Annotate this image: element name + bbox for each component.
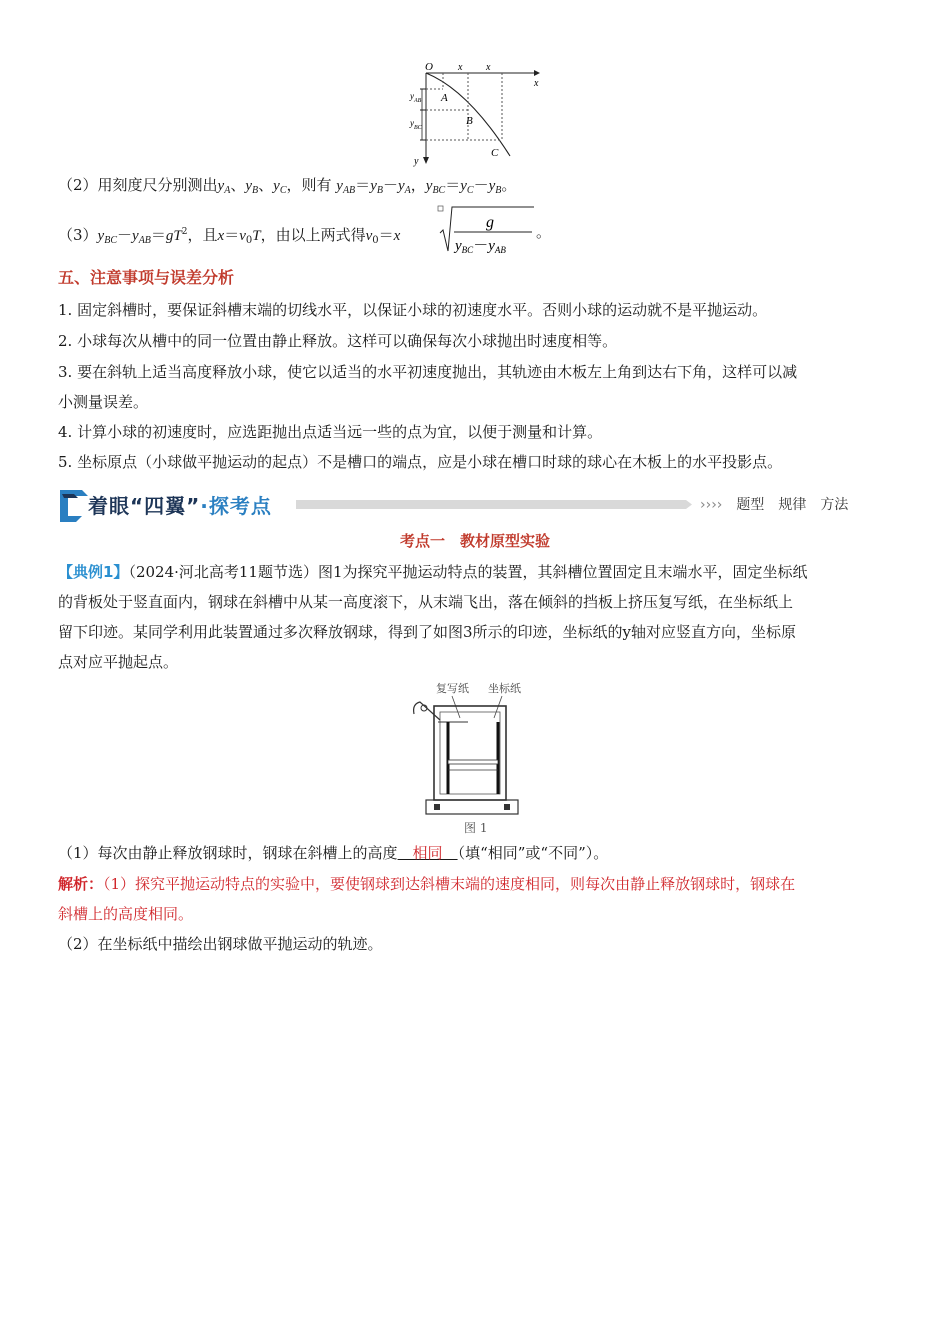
example-label: 【典例1】 — [58, 563, 129, 581]
jiexi-label: 解析： — [58, 875, 104, 893]
question-1-answer: 相同 — [397, 844, 458, 862]
apparatus-figure — [410, 680, 540, 820]
step-2-line: （2）用刻度尺分别测出$y_A$、$y_B$、$y_C$，则有 $y_{AB}=y_B-y_A$，$y_{BC}=y_C-y_B$。 — [58, 176, 517, 196]
graph-x-interval-1: x — [458, 62, 463, 73]
section-5-title: 五、注意事项与误差分析 — [58, 268, 235, 287]
graph-point-b: B — [466, 115, 473, 127]
section-5-item-3-cont: 小测量误差。 — [58, 393, 149, 411]
kaodian-heading: 考点一 教材原型实验 — [399, 532, 550, 550]
graph-x-interval-2: x — [486, 62, 491, 73]
fraction-denominator: $y_{BC}-y_{AB}$ — [455, 238, 506, 255]
banner-tags — [700, 494, 848, 514]
graph-yab-label: $y_{AB}$ — [410, 91, 422, 104]
example-line-1: 【典例1】（2024·河北高考11题节选）图1为探究平抛运动特点的装置，其斜槽位置固定且末端水平，固定坐标纸 — [58, 563, 808, 581]
section-5-item-1: 1. 固定斜槽时，要保证斜槽末端的切线水平，以保证小球的初速度水平。否则小球的运动就不是平抛运动。 — [58, 301, 768, 319]
figure-label-coordinate-paper: 坐标纸 — [488, 682, 521, 695]
graph-y-axis-label: y — [414, 156, 419, 167]
fraction-numerator: g — [486, 214, 494, 231]
example-line-4: 点对应平抛起点。 — [58, 653, 179, 671]
graph-ybc-label: $y_{BC}$ — [410, 118, 422, 131]
trajectory-graph — [398, 60, 548, 172]
question-1: （1）每次由静止释放钢球时，钢球在斜槽上的高度 相同 （填“相同”或“不同”）。 — [58, 844, 609, 862]
figure-label-carbon-paper: 复写纸 — [436, 682, 469, 695]
sqrt-fraction-formula — [436, 203, 536, 257]
section-5-item-2: 2. 小球每次从槽中的同一位置由静止释放。这样可以确保每次小球抛出时速度相等。 — [58, 332, 618, 350]
graph-x-axis-label: x — [534, 78, 539, 89]
banner-tag-1: 题型 — [736, 497, 765, 513]
section-5-item-4: 4. 计算小球的初速度时，应选距抛出点适当远一些的点为宜，以便于测量和计算。 — [58, 423, 603, 441]
graph-origin-label: O — [425, 61, 433, 73]
section-5-item-3: 3. 要在斜轨上适当高度释放小球，使它以适当的水平初速度抛出，其轨迹由木板左上角到达右下角，这样可以减 — [58, 363, 798, 381]
banner-tag-3: 方法 — [820, 497, 849, 513]
question-2: （2）在坐标纸中描绘出钢球做平抛运动的轨迹。 — [58, 935, 383, 953]
step-3-line: $(3)y_{BC}-y_{AB}=gT^2$，且$x=v_0T$，由以上两式得$v_0=x$ — [58, 226, 401, 246]
figure-caption: 图 1 — [464, 821, 488, 835]
section-5-item-5: 5. 坐标原点（小球做平抛运动的起点）不是槽口的端点，应是小球在槽口时球的球心在木板上的水平投影点。 — [58, 453, 783, 471]
example-line-3: 留下印迹。某同学利用此装置通过多次释放钢球，得到了如图3所示的印迹，坐标纸的y轴对应竖直方向，坐标原 — [58, 623, 797, 641]
banner-tag-2: 规律 — [778, 497, 807, 513]
step-3-end: 。 — [536, 223, 552, 241]
jiexi-line-1: 解析：（1）探究平抛运动特点的实验中，要使钢球到达斜槽末端的速度相同，则每次由静止释放钢球时，钢球在 — [58, 875, 796, 893]
jiexi-line-2: 斜槽上的高度相同。 — [58, 905, 194, 923]
banner-arrows: ›››› — [700, 497, 723, 513]
graph-point-c: C — [491, 147, 499, 159]
banner-title: 着眼“四翼”·探考点 — [88, 494, 272, 518]
example-line-2: 的背板处于竖直面内，钢球在斜槽中从某一高度滚下，从末端飞出，落在倾斜的挡板上挤压复写纸，在坐标纸上 — [58, 593, 794, 611]
graph-point-a: A — [441, 92, 448, 104]
